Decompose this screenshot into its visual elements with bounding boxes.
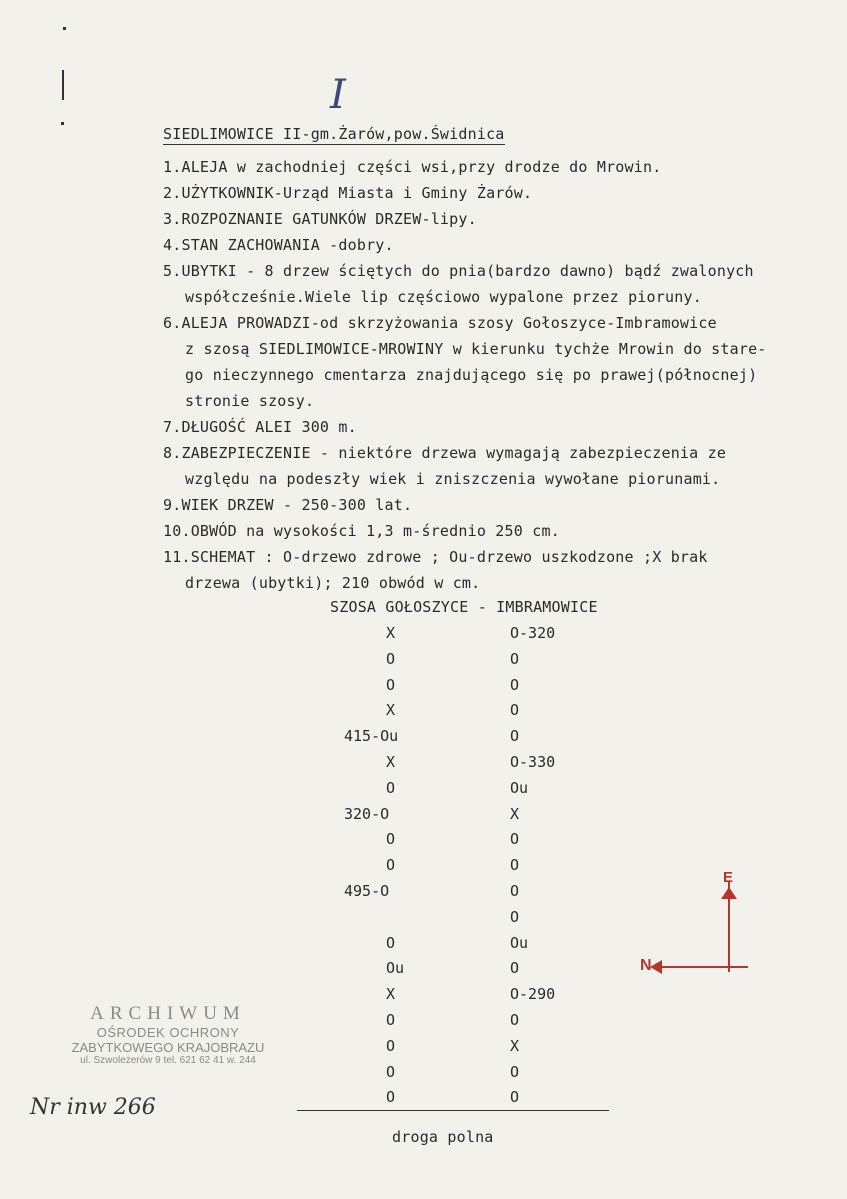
item-line: 2.UŻYTKOWNIK-Urząd Miasta i Gminy Żarów. [163, 184, 533, 202]
scheme-right-cell: O [510, 907, 520, 926]
scheme-right-cell: O [510, 1088, 520, 1107]
scheme-left-cell: Ou [386, 959, 405, 978]
scheme-left-cell: O [386, 649, 396, 668]
margin-mark [61, 122, 64, 125]
item-line: 3.ROZPOZNANIE GATUNKÓW DRZEW-lipy. [163, 210, 477, 228]
scheme-left-cell: O [386, 856, 396, 875]
scheme-right-cell: O [510, 882, 520, 900]
scheme-right-cell: O [510, 649, 520, 668]
item-line: 10.OBWÓD na wysokości 1,3 m-średnio 250 cm. [163, 522, 560, 540]
item-line: drzewa (ubytki); 210 obwód w cm. [185, 574, 481, 592]
item-line: stronie szosy. [185, 392, 315, 410]
margin-mark [63, 27, 66, 30]
compass-arrowhead-icon [721, 887, 737, 899]
scheme-right-cell: X [510, 804, 520, 823]
item-line: go nieczynnego cmentarza znajdującego się po prawej(północnej) [185, 366, 758, 384]
scheme-left-cell: O [386, 1011, 396, 1029]
scheme-left-cell: O [386, 675, 396, 694]
scheme-right-cell: O [510, 959, 520, 978]
scheme-right-cell: O [510, 856, 520, 875]
archive-stamp-line: ARCHIWUM [90, 1003, 246, 1024]
archive-stamp [58, 1003, 278, 1066]
scheme-left-cell: O [386, 1062, 396, 1081]
item-line: 8.ZABEZPIECZENIE - niektóre drzewa wymagają zabezpieczenia ze [163, 444, 727, 462]
item-line: 5.UBYTKI - 8 drzew ściętych do pnia(bardzo dawno) bądź zwalonych [163, 262, 754, 280]
scheme-left-cell: O [386, 1036, 396, 1055]
scheme-right-cell: O [510, 830, 520, 849]
scheme-left-cell: X [386, 624, 396, 642]
handwritten-roman-numeral: I [330, 72, 346, 118]
scheme-road-line [297, 1110, 609, 1111]
scheme-right-cell: Ou [510, 933, 529, 952]
scheme-right-cell: Ou [510, 778, 529, 797]
scheme-right-cell: X [510, 1036, 520, 1055]
scheme-left-cell: O [386, 830, 396, 849]
scheme-right-cell: O-320 [510, 624, 556, 642]
item-line: 1.ALEJA w zachodniej części wsi,przy drodze do Mrowin. [163, 158, 662, 176]
item-line: 11.SCHEMAT : O-drzewo zdrowe ; Ou-drzewo uszkodzone ;X brak [163, 548, 708, 566]
scheme-right-cell: O [510, 701, 520, 720]
item-line: 9.WIEK DRZEW - 250-300 lat. [163, 496, 413, 514]
item-line: z szosą SIEDLIMOWICE-MROWINY w kierunku tychże Mrowin do stare- [185, 340, 767, 358]
scheme-right-cell: O [510, 727, 520, 746]
scheme-left-cell: 415-Ou [344, 727, 399, 746]
scheme-right-cell: O [510, 1011, 520, 1029]
inventory-note: Nr inw 266 [30, 1095, 156, 1120]
scheme-left-cell: X [386, 985, 396, 1004]
scheme-left-cell: O [386, 933, 396, 952]
item-line: 6.ALEJA PROWADZI-od skrzyżowania szosy Gołoszyce-Imbramowice [163, 314, 717, 332]
item-line: względu na podeszły wiek i zniszczenia wywołane piorunami. [185, 470, 721, 488]
scheme-road-bottom: droga polna [392, 1128, 494, 1146]
scheme-road-top: SZOSA GOŁOSZYCE - IMBRAMOWICE [330, 598, 598, 616]
scheme-right-cell: O-290 [510, 985, 556, 1004]
scheme-right-cell: O-330 [510, 753, 556, 771]
item-line: 7.DŁUGOŚĆ ALEI 300 m. [163, 418, 357, 436]
scheme-left-cell: O [386, 1088, 396, 1107]
item-line: 4.STAN ZACHOWANIA -dobry. [163, 236, 394, 254]
scheme-left-cell: 495-O [344, 882, 390, 900]
archive-stamp-line: ZABYTKOWEGO KRAJOBRAZU [71, 1040, 265, 1055]
item-line: współcześnie.Wiele lip częściowo wypalone przez pioruny. [185, 288, 702, 306]
scheme-left-cell: X [386, 753, 396, 771]
scheme-left-cell: O [386, 778, 396, 797]
compass-n-label: N [640, 957, 652, 974]
archive-stamp-line: ul. Szwoleżerów 9 tel. 621 62 41 w. 244 [80, 1055, 256, 1066]
compass-e-label: E [723, 869, 734, 886]
compass-arrowhead-icon [650, 960, 662, 974]
scheme-right-cell: O [510, 1062, 520, 1081]
scheme-right-cell: O [510, 675, 520, 694]
margin-mark [62, 70, 64, 100]
scheme-left-cell: X [386, 701, 396, 720]
compass-north-arrow [660, 966, 748, 968]
archive-stamp-line: OŚRODEK OCHRONY [96, 1025, 240, 1040]
document-title: SIEDLIMOWICE II-gm.Żarów,pow.Świdnica [163, 125, 505, 143]
scheme-left-cell: 320-O [344, 804, 390, 823]
